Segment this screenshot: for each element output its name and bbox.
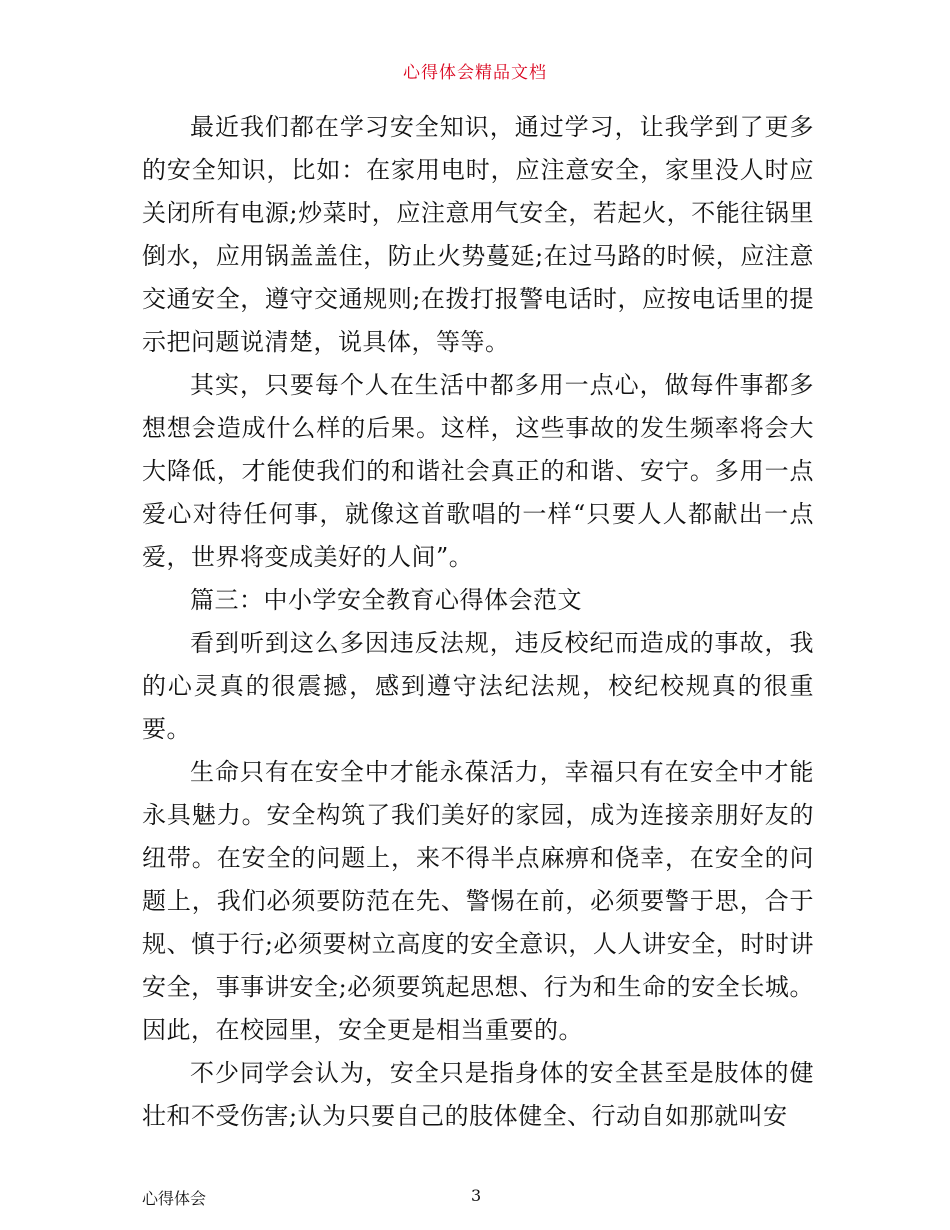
section-heading: 篇三：中小学安全教育心得体会范文	[190, 586, 582, 614]
page-header-title: 心得体会精品文档	[403, 63, 547, 83]
document-body	[142, 106, 814, 1138]
body-paragraph-1: 最近我们都在学习安全知识，通过学习，让我学到了更多的安全知识，比如：在家用电时，应注意安全，家里没人时应关闭所有电源;炒菜时，应注意用气安全，若起火，不能往锅里倒水，应用锅盖盖住，防止火势蔓延;在过马路的时候，应注意交通安全，遵守交通规则;在拨打报警电话时，应按电话里的提示把问题说清楚，说具体，等等。	[142, 113, 814, 356]
section-paragraph-2: 生命只有在安全中才能永葆活力，幸福只有在安全中才能永具魅力。安全构筑了我们美好的家园，成为连接亲朋好友的纽带。在安全的问题上，来不得半点麻痹和侥幸，在安全的问题上，我们必须要防范在先、警惕在前，必须要警于思，合于规、慎于行;必须要树立高度的安全意识，人人讲安全，时时讲安全，事事讲安全;必须要筑起思想、行为和生命的安全长城。因此，在校园里，安全更是相当重要的。	[142, 758, 814, 1044]
footer-label: 心得体会	[142, 1189, 207, 1208]
section-paragraph-3: 不少同学会认为，安全只是指身体的安全甚至是肢体的健壮和不受伤害;认为只要自己的肢体健全、行动自如那就叫安	[142, 1059, 814, 1130]
page-number: 3	[471, 1186, 482, 1205]
section-paragraph-1: 看到听到这么多因违反法规，违反校纪而造成的事故，我的心灵真的很震撼，感到遵守法纪法规，校纪校规真的很重要。	[142, 629, 814, 743]
body-paragraph-2: 其实，只要每个人在生活中都多用一点心，做每件事都多想想会造成什么样的后果。这样，这些事故的发生频率将会大大降低，才能使我们的和谐社会真正的和谐、安宁。多用一点爱心对待任何事，就像这首歌唱的一样“只要人人都献出一点爱，世界将变成美好的人间”。	[142, 371, 814, 571]
